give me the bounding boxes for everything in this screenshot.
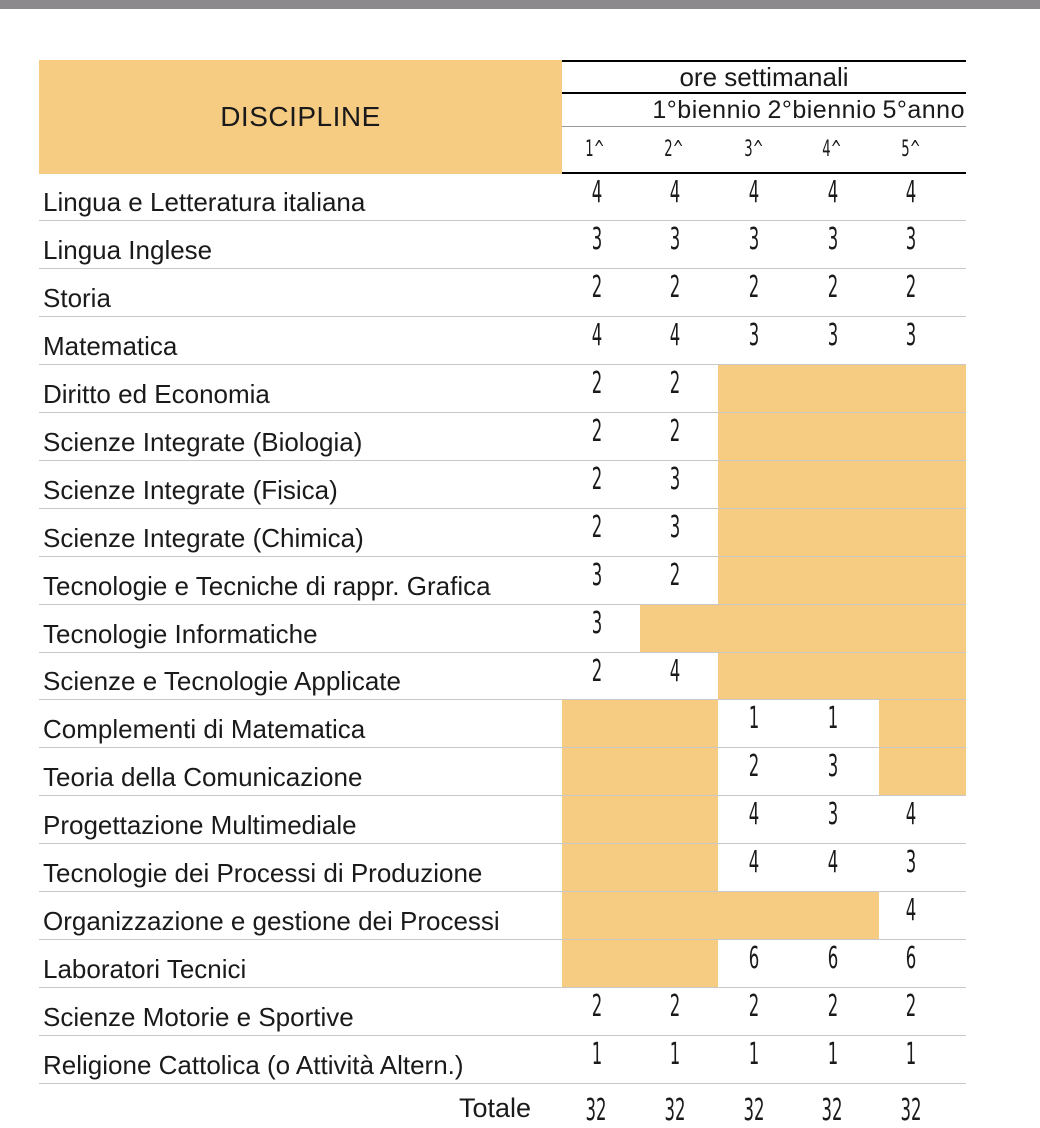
subject-name: Progettazione Multimediale	[43, 810, 357, 840]
table-row	[39, 940, 966, 988]
hours-year-5: 4	[905, 797, 917, 832]
table-row	[39, 844, 966, 892]
hours-year-4: 1	[827, 1037, 839, 1072]
hours-year-3: 3	[748, 318, 760, 353]
subject-name: Laboratori Tecnici	[43, 954, 247, 984]
hours-year-5: 4	[905, 893, 917, 928]
table-row	[39, 988, 966, 1036]
hours-year-1: 2	[591, 270, 603, 305]
hours-year-3: 1	[748, 1037, 760, 1072]
inactive-cell	[562, 748, 718, 796]
period-first-biennium: 1°biennio	[652, 95, 762, 124]
inactive-cell	[562, 892, 879, 940]
hours-year-4: 2	[827, 989, 839, 1024]
row-divider	[39, 1083, 966, 1084]
total-year-2: 32	[664, 1093, 686, 1128]
inactive-cell	[718, 413, 966, 461]
hours-year-1: 2	[591, 989, 603, 1024]
subject-name: Scienze Motorie e Sportive	[43, 1002, 354, 1032]
table-row	[39, 796, 966, 844]
subject-name: Storia	[43, 283, 111, 313]
hours-year-2: 2	[669, 366, 681, 401]
hours-year-3: 4	[748, 797, 760, 832]
table-row	[39, 509, 966, 557]
inactive-cell	[718, 509, 966, 557]
hours-year-5: 3	[905, 318, 917, 353]
period-header	[562, 94, 966, 127]
hours-year-2: 3	[669, 222, 681, 257]
hours-year-4: 6	[827, 941, 839, 976]
hours-year-1: 3	[591, 222, 603, 257]
hours-year-4: 4	[827, 845, 839, 880]
subject-name: Lingua Inglese	[43, 235, 213, 265]
hours-year-2: 4	[669, 175, 681, 210]
hours-year-2: 2	[669, 270, 681, 305]
subject-name: Scienze e Tecnologie Applicate	[43, 666, 401, 696]
subject-name: Scienze Integrate (Fisica)	[43, 475, 338, 505]
inactive-cell	[718, 653, 966, 700]
inactive-cell	[640, 605, 966, 653]
hours-year-2: 4	[669, 318, 681, 353]
subject-name: Matematica	[43, 331, 178, 361]
table-row	[39, 221, 966, 269]
hours-year-3: 2	[748, 749, 760, 784]
table-row	[39, 748, 966, 796]
hours-year-5: 2	[905, 270, 917, 305]
table-row	[39, 174, 966, 221]
hours-year-1: 3	[591, 558, 603, 593]
subject-name: Teoria della Comunicazione	[43, 762, 363, 792]
table-row	[39, 317, 966, 365]
hours-year-4: 1	[827, 701, 839, 736]
hours-year-1: 2	[591, 462, 603, 497]
inactive-cell	[562, 796, 718, 844]
period-fifth-year: 5°anno	[882, 95, 965, 124]
hours-year-3: 2	[748, 270, 760, 305]
hours-year-2: 1	[669, 1037, 681, 1072]
hours-year-1: 4	[591, 318, 603, 353]
subject-name: Tecnologie dei Processi di Produzione	[43, 858, 483, 888]
hours-year-2: 2	[669, 414, 681, 449]
hours-year-1: 3	[591, 606, 603, 641]
year-5: 5^	[901, 137, 921, 162]
subject-name: Religione Cattolica (o Attività Altern.)	[43, 1050, 464, 1080]
table-row	[39, 605, 966, 653]
subject-name: Scienze Integrate (Chimica)	[43, 523, 364, 553]
hours-year-3: 6	[748, 941, 760, 976]
total-label: Totale	[459, 1093, 532, 1123]
hours-year-2: 3	[669, 510, 681, 545]
hours-year-5: 1	[905, 1037, 917, 1072]
hours-year-5: 4	[905, 175, 917, 210]
hours-year-5: 2	[905, 989, 917, 1024]
hours-year-5: 6	[905, 941, 917, 976]
year-header	[562, 127, 966, 174]
hours-year-4: 3	[827, 222, 839, 257]
table-row	[39, 557, 966, 605]
table-row	[39, 413, 966, 461]
period-second-biennium: 2°biennio	[767, 95, 877, 124]
hours-year-1: 4	[591, 175, 603, 210]
subject-name: Scienze Integrate (Biologia)	[43, 427, 363, 457]
subject-name: Lingua e Letteratura italiana	[43, 187, 366, 217]
table-row	[39, 892, 966, 940]
weekly-hours-header: ore settimanali	[562, 60, 966, 94]
hours-year-5: 3	[905, 222, 917, 257]
total-year-1: 32	[585, 1093, 607, 1128]
table-row	[39, 461, 966, 509]
table-row	[39, 653, 966, 700]
year-3: 3^	[744, 137, 764, 162]
year-2: 2^	[664, 137, 684, 162]
hours-year-3: 1	[748, 701, 760, 736]
hours-year-1: 2	[591, 654, 603, 689]
hours-year-2: 2	[669, 558, 681, 593]
hours-year-2: 2	[669, 989, 681, 1024]
year-1: 1^	[585, 137, 605, 162]
hours-year-3: 2	[748, 989, 760, 1024]
hours-year-1: 1	[591, 1037, 603, 1072]
total-year-4: 32	[821, 1093, 843, 1128]
inactive-cell	[718, 557, 966, 605]
inactive-cell	[879, 748, 966, 796]
inactive-cell	[562, 700, 718, 748]
hours-year-2: 3	[669, 462, 681, 497]
inactive-cell	[718, 461, 966, 509]
total-year-3: 32	[743, 1093, 765, 1128]
hours-year-4: 3	[827, 797, 839, 832]
total-year-5: 32	[900, 1093, 922, 1128]
subject-name: Tecnologie e Tecniche di rappr. Grafica	[43, 571, 491, 601]
hours-year-2: 4	[669, 654, 681, 689]
inactive-cell	[562, 940, 718, 988]
hours-year-3: 4	[748, 175, 760, 210]
year-4: 4^	[822, 137, 842, 162]
hours-year-1: 2	[591, 414, 603, 449]
hours-year-3: 4	[748, 845, 760, 880]
hours-year-3: 3	[748, 222, 760, 257]
table-row	[39, 700, 966, 748]
table-row	[39, 365, 966, 413]
table-row	[39, 1036, 966, 1084]
inactive-cell	[562, 844, 718, 892]
inactive-cell	[879, 700, 966, 748]
subject-name: Diritto ed Economia	[43, 379, 270, 409]
table-row	[39, 269, 966, 317]
hours-year-4: 2	[827, 270, 839, 305]
hours-year-4: 3	[827, 318, 839, 353]
disciplines-header: DISCIPLINE	[39, 60, 562, 174]
hours-year-1: 2	[591, 366, 603, 401]
hours-year-4: 4	[827, 175, 839, 210]
hours-year-1: 2	[591, 510, 603, 545]
subject-name: Tecnologie Informatiche	[43, 619, 318, 649]
inactive-cell	[718, 365, 966, 413]
hours-year-4: 3	[827, 749, 839, 784]
subject-name: Organizzazione e gestione dei Processi	[43, 906, 500, 936]
hours-year-5: 3	[905, 845, 917, 880]
subject-name: Complementi di Matematica	[43, 714, 366, 744]
